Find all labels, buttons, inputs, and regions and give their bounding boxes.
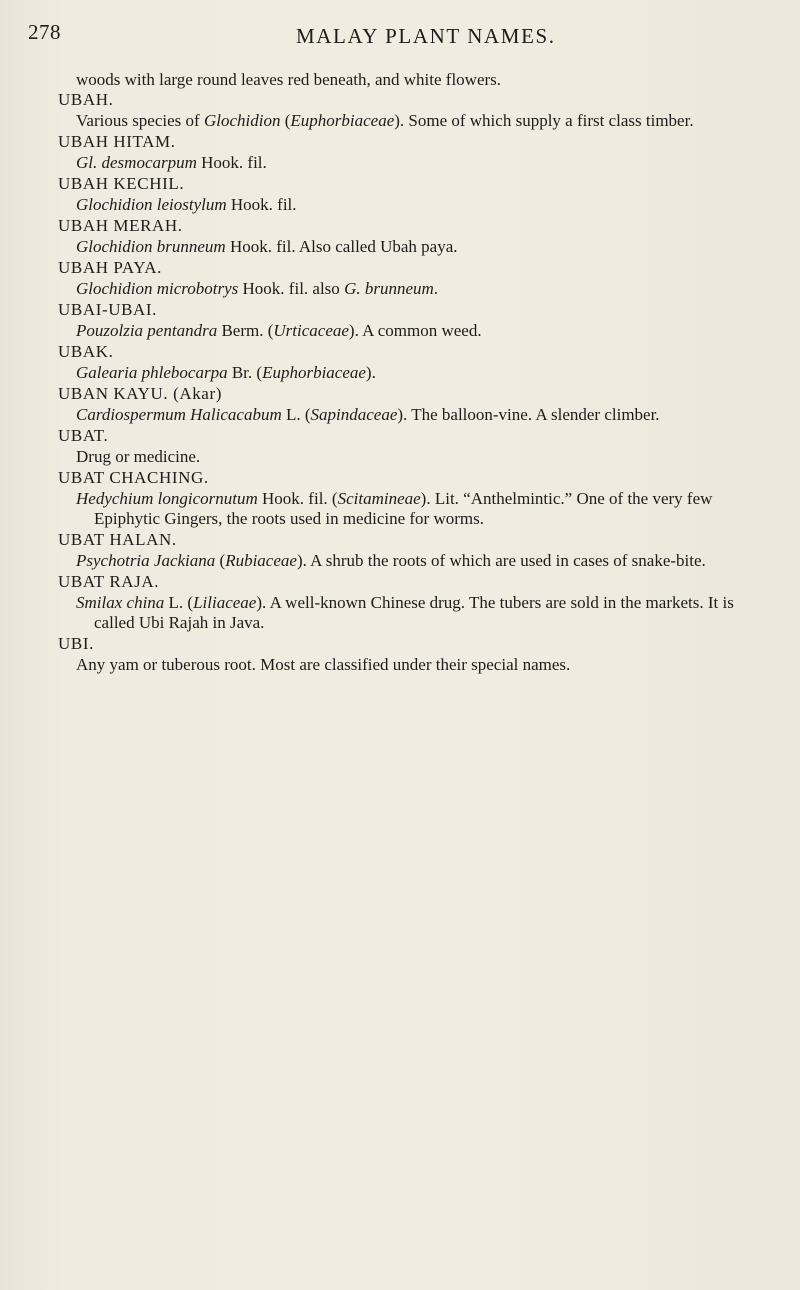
entry-headword: UBAT RAJA. (58, 572, 160, 591)
entry-headword: UBAH KECHIL. (58, 174, 185, 193)
dictionary-body (58, 70, 758, 676)
entry-definition: Galearia phlebocarpa Br. (Euphorbiaceae). (76, 363, 376, 382)
entry-definition: Glochidion microbotrys Hook. fil. also G. brunneum. (76, 279, 439, 298)
entry-headword: UBAH. (58, 90, 114, 109)
entry-definition: Psychotria Jackiana (Rubiaceae). A shrub the roots of which are used in cases of snake-bite. (76, 551, 706, 570)
dictionary-entry (58, 216, 758, 257)
dictionary-entry (58, 634, 758, 675)
dictionary-entry (58, 132, 758, 173)
page-number: 278 (28, 20, 61, 44)
dictionary-entry (58, 572, 758, 633)
dictionary-entry (58, 426, 758, 467)
continued-definition: woods with large round leaves red beneath, and white flowers. (76, 70, 502, 89)
entry-definition: Any yam or tuberous root. Most are classified under their special names. (76, 655, 571, 674)
dictionary-entry (58, 258, 758, 299)
dictionary-entry (58, 342, 758, 383)
entry-definition: Gl. desmocarpum Hook. fil. (76, 153, 267, 172)
entry-headword: UBAK. (58, 342, 114, 361)
entry-headword: UBAI-UBAI. (58, 300, 158, 319)
entry-definition: Pouzolzia pentandra Berm. (Urticaceae). A common weed. (76, 321, 482, 340)
dictionary-entry (58, 468, 758, 529)
entry-definition: Cardiospermum Halicacabum L. (Sapindaceae). The balloon-vine. A slender climber. (76, 405, 660, 424)
entry-headword: UBAT. (58, 426, 109, 445)
dictionary-entry (58, 174, 758, 215)
entry-definition: Various species of Glochidion (Euphorbiaceae). Some of which supply a first class timber. (76, 111, 694, 130)
entry-headword: UBAT CHACHING. (58, 468, 209, 487)
entry-definition: Hedychium longicornutum Hook. fil. (Scitamineae). Lit. “Anthelmintic.” One of the very few Epiphytic Gingers, the roots used in medicine for worms. (76, 489, 713, 528)
dictionary-entry (58, 530, 758, 571)
entry-headword: UBI. (58, 634, 94, 653)
entry-definition: Glochidion leiostylum Hook. fil. (76, 195, 297, 214)
entry-definition: Smilax china L. (Liliaceae). A well-known Chinese drug. The tubers are sold in the markets. It is called Ubi Rajah in Java. (76, 593, 734, 632)
dictionary-entry (58, 90, 758, 131)
dictionary-entry (58, 384, 758, 425)
entry-headword: UBAH PAYA. (58, 258, 162, 277)
entry-definition: Drug or medicine. (76, 447, 201, 466)
entry-definition: Glochidion brunneum Hook. fil. Also called Ubah paya. (76, 237, 458, 256)
running-head: MALAY PLANT NAMES. (296, 24, 556, 48)
dictionary-entry (58, 300, 758, 341)
entry-headword: UBAN KAYU. (Akar) (58, 384, 222, 403)
entry-headword: UBAH HITAM. (58, 132, 176, 151)
entry-headword: UBAT HALAN. (58, 530, 177, 549)
entry-headword: UBAH MERAH. (58, 216, 183, 235)
